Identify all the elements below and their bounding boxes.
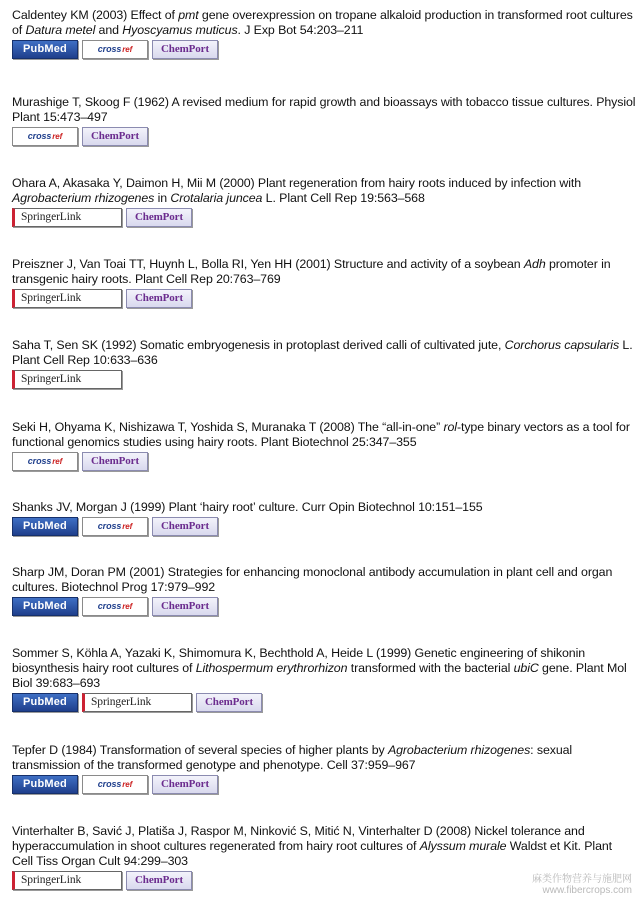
- springer-label: SpringerLink: [21, 874, 82, 886]
- reference-item: [12, 420, 636, 471]
- crossref-sup-label: ref: [122, 45, 133, 54]
- reference-text: Shanks JV, Morgan J (1999) Plant ‘hairy root’ culture. Curr Opin Biotechnol 10:151–155: [12, 500, 483, 514]
- chemport-label: ChemPort: [160, 778, 210, 790]
- springer-label: SpringerLink: [21, 292, 82, 304]
- springer-button[interactable]: [12, 370, 122, 389]
- crossref-label: cross: [97, 44, 122, 54]
- reference-text: Sommer S, Köhla A, Yazaki K, Shimomura K, Bechthold A, Heide L (1999) Genetic engineering of shikonin biosynthesis hairy root cultures of Lithospermum erythrorhizon transformed with the bacterial ubiC gene. Plant Mol Biol 39:683–693: [12, 646, 627, 690]
- chemport-button[interactable]: [152, 775, 218, 794]
- springer-button[interactable]: [12, 871, 122, 890]
- crossref-button[interactable]: [12, 452, 78, 471]
- reference-item: [12, 8, 636, 59]
- reference-text: Ohara A, Akasaka Y, Daimon H, Mii M (2000) Plant regeneration from hairy roots induced by infection with Agrobacterium rhizogenes in Crotalaria juncea L. Plant Cell Rep 19:563–568: [12, 176, 582, 205]
- pubmed-button[interactable]: [12, 517, 78, 536]
- pubmed-button[interactable]: [12, 775, 78, 794]
- reference-text: Tepfer D (1984) Transformation of several species of higher plants by Agrobacterium rhizogenes: sexual transmission of the transformed genotype and phenotype. Cell 37:959–967: [12, 743, 573, 772]
- chemport-label: ChemPort: [134, 211, 184, 223]
- springer-label: SpringerLink: [21, 373, 82, 385]
- reference-link-buttons: [12, 208, 636, 227]
- springer-button[interactable]: [82, 693, 192, 712]
- pubmed-label: PubMed: [23, 43, 67, 55]
- reference-link-buttons: [12, 693, 636, 712]
- crossref-sup-label: ref: [122, 602, 133, 611]
- springer-label: SpringerLink: [21, 211, 82, 223]
- watermark-line2: www.fibercrops.com: [542, 885, 632, 896]
- springer-button[interactable]: [12, 289, 122, 308]
- reference-text: Sharp JM, Doran PM (2001) Strategies for enhancing monoclonal antibody accumulation in plant cell and organ cultures. Biotechnol Prog 17:979–992: [12, 565, 613, 594]
- reference-item: [12, 257, 636, 308]
- reference-text: Murashige T, Skoog F (1962) A revised medium for rapid growth and bioassays with tobacco tissue cultures. Physiol Plant 15:473–497: [12, 95, 636, 124]
- reference-link-buttons: [12, 370, 636, 389]
- reference-item: [12, 500, 636, 536]
- chemport-label: ChemPort: [160, 43, 210, 55]
- chemport-label: ChemPort: [134, 874, 184, 886]
- pubmed-button[interactable]: [12, 40, 78, 59]
- reference-item: [12, 565, 636, 616]
- chemport-label: ChemPort: [134, 292, 184, 304]
- crossref-label: cross: [27, 456, 52, 466]
- chemport-button[interactable]: [82, 452, 148, 471]
- reference-text: Saha T, Sen SK (1992) Somatic embryogenesis in protoplast derived calli of cultivated jute, Corchorus capsularis L. Plant Cell Rep 10:633–636: [12, 338, 633, 367]
- chemport-button[interactable]: [152, 517, 218, 536]
- reference-item: [12, 95, 636, 146]
- chemport-button[interactable]: [196, 693, 262, 712]
- pubmed-label: PubMed: [23, 696, 67, 708]
- chemport-label: ChemPort: [204, 696, 254, 708]
- reference-link-buttons: [12, 775, 636, 794]
- crossref-sup-label: ref: [52, 457, 63, 466]
- reference-link-buttons: [12, 289, 636, 308]
- chemport-button[interactable]: [126, 208, 192, 227]
- crossref-sup-label: ref: [52, 132, 63, 141]
- reference-text: Preiszner J, Van Toai TT, Huynh L, Bolla RI, Yen HH (2001) Structure and activity of a soybean Adh promoter in transgenic hairy roots. Plant Cell Rep 20:763–769: [12, 257, 611, 286]
- reference-link-buttons: [12, 127, 636, 146]
- reference-link-buttons: [12, 597, 636, 616]
- chemport-button[interactable]: [152, 597, 218, 616]
- springer-button[interactable]: [12, 208, 122, 227]
- pubmed-button[interactable]: [12, 693, 78, 712]
- crossref-button[interactable]: [82, 597, 148, 616]
- watermark-line1: 麻类作物营养与施肥网: [532, 874, 632, 885]
- chemport-label: ChemPort: [90, 455, 140, 467]
- crossref-button[interactable]: [12, 127, 78, 146]
- reference-link-buttons: [12, 452, 636, 471]
- crossref-label: cross: [27, 131, 52, 141]
- crossref-sup-label: ref: [122, 522, 133, 531]
- reference-text: Seki H, Ohyama K, Nishizawa T, Yoshida S, Muranaka T (2008) The “all-in-one” rol-type binary vectors as a tool for functional genomics studies using hairy roots. Plant Biotechnol 25:347–355: [12, 420, 630, 449]
- springer-label: SpringerLink: [91, 696, 152, 708]
- crossref-label: cross: [97, 779, 122, 789]
- chemport-button[interactable]: [126, 289, 192, 308]
- reference-item: [12, 176, 636, 227]
- chemport-label: ChemPort: [160, 600, 210, 612]
- reference-item: [12, 743, 636, 794]
- crossref-button[interactable]: [82, 517, 148, 536]
- crossref-button[interactable]: [82, 775, 148, 794]
- crossref-button[interactable]: [82, 40, 148, 59]
- reference-text: Caldentey KM (2003) Effect of pmt gene overexpression on tropane alkaloid production in transformed root cultures of Datura metel and Hyoscyamus muticus. J Exp Bot 54:203–211: [12, 8, 633, 37]
- reference-link-buttons: [12, 40, 636, 59]
- pubmed-button[interactable]: [12, 597, 78, 616]
- crossref-label: cross: [97, 601, 122, 611]
- crossref-label: cross: [97, 521, 122, 531]
- reference-link-buttons: [12, 517, 636, 536]
- crossref-sup-label: ref: [122, 780, 133, 789]
- pubmed-label: PubMed: [23, 600, 67, 612]
- chemport-button[interactable]: [82, 127, 148, 146]
- pubmed-label: PubMed: [23, 520, 67, 532]
- chemport-button[interactable]: [126, 871, 192, 890]
- reference-item: [12, 646, 636, 712]
- reference-text: Vinterhalter B, Savić J, Platiša J, Raspor M, Ninković S, Mitić N, Vinterhalter D (2008) Nickel tolerance and hyperaccumulation in shoot cultures regenerated from hairy root cultures of Alyssum murale Waldst et Kit. Plant Cell Tiss Organ Cult 94:299–303: [12, 824, 612, 868]
- reference-item: [12, 338, 636, 389]
- chemport-button[interactable]: [152, 40, 218, 59]
- chemport-label: ChemPort: [160, 520, 210, 532]
- pubmed-label: PubMed: [23, 778, 67, 790]
- chemport-label: ChemPort: [90, 130, 140, 142]
- watermark: [532, 874, 632, 896]
